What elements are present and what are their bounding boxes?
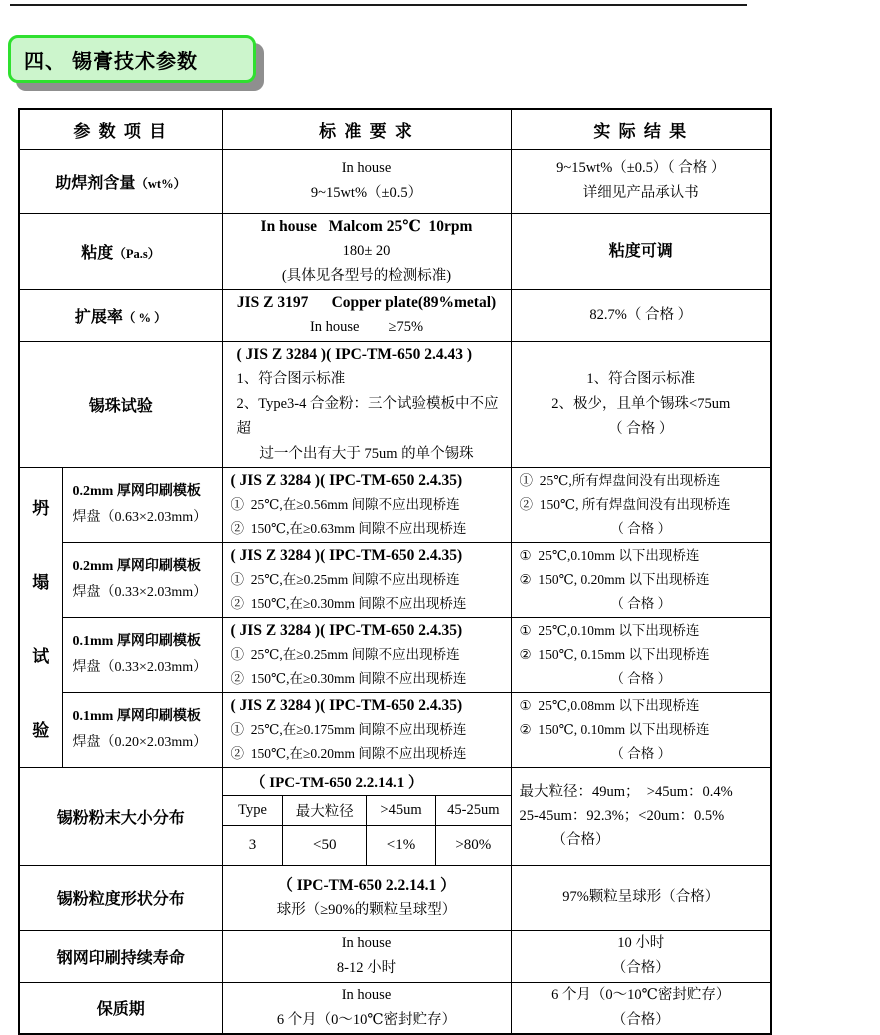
solder-ball-result-line: 2、极少，且单个锡珠<75um: [551, 395, 731, 412]
flux-result-line: 9~15wt%（±0.5）（ 合格 ）: [556, 160, 726, 176]
collapse-1-result-line: ① 25℃,所有焊盘间没有出现桥连: [519, 472, 721, 488]
collapse-char: 塌: [32, 572, 50, 592]
collapse-3-standard-line: ② 150℃,在≥0.30mm 间隙不应出现桥连: [230, 670, 467, 686]
collapse-3-pad: 焊盘（0.33×2.03mm）: [72, 659, 208, 675]
collapse-char: 验: [32, 720, 50, 740]
collapse-3-result-cell: [511, 617, 771, 692]
shelf-life-label: 保质期: [96, 1001, 145, 1019]
flux-standard-cell: [222, 149, 511, 213]
collapse-1-result-cell: [511, 467, 771, 542]
collapse-3-result-line: （ 合格 ）: [610, 670, 672, 686]
spread-label: 扩展率: [74, 308, 123, 326]
powder-size-standard-title: （ IPC-TM-650 2.2.14.1 ）: [223, 768, 511, 796]
collapse-1-standard-cell: [222, 467, 511, 542]
nested-header-maxsize: 最大粒径: [283, 796, 367, 826]
row-solder-ball: [19, 341, 771, 467]
flux-standard-line: In house: [341, 160, 392, 176]
powder-size-result-cell: [511, 767, 771, 865]
powder-size-param-cell: [19, 767, 222, 865]
spread-standard-cell: [222, 289, 511, 341]
spread-result: 82.7%（ 合格 ）: [589, 306, 693, 323]
collapse-2-pad: 焊盘（0.33×2.03mm）: [72, 584, 208, 600]
powder-shape-result: 97%颗粒呈球形（合格）: [562, 889, 720, 905]
stencil-life-standard-line: 8-12 小时: [336, 960, 397, 976]
nested-header-row: [223, 796, 511, 826]
viscosity-standard-line: 180± 20: [342, 242, 391, 259]
col-header-param: 参 数 项 目: [19, 109, 222, 149]
collapse-1-standard-bold: ( JIS Z 3284 )( IPC-TM-650 2.4.35): [230, 471, 463, 489]
collapse-1-pad: 焊盘（0.63×2.03mm）: [72, 509, 208, 525]
collapse-group-cell: [19, 467, 62, 767]
solder-ball-standard-line: 2、Type3-4 合金粉：三个试验模板中不应超: [236, 395, 499, 437]
powder-shape-standard-line: 球形（≥90%的颗粒呈球型）: [276, 901, 457, 918]
stencil-life-standard-line: In house: [341, 935, 392, 951]
solder-ball-standard-line: 1、符合图示标准: [236, 370, 346, 387]
collapse-group-label: [20, 469, 62, 765]
nested-header-45-25: 45-25um: [436, 796, 511, 826]
row-powder-size: [19, 767, 771, 865]
nested-header-gt45: >45um: [366, 796, 435, 826]
solder-ball-standard-line: 过一个出有大于 75um 的单个锡珠: [259, 445, 474, 462]
section-title: 四、 锡膏技术参数: [24, 50, 198, 73]
powder-size-result-line: 25-45um：92.3%；<20um：0.5%: [519, 808, 725, 824]
collapse-3-standard-line: ① 25℃,在≥0.25mm 间隙不应出现桥连: [230, 646, 460, 662]
collapse-4-standard-cell: [222, 692, 511, 767]
solder-ball-result-cell: [511, 341, 771, 467]
spread-standard-line: In house ≥75%: [309, 319, 424, 335]
viscosity-standard-bold: In house Malcom 25℃ 10rpm: [260, 217, 473, 235]
nested-header-type: Type: [223, 796, 283, 826]
solder-ball-standard-cell: [222, 341, 511, 467]
nested-value-row: [223, 826, 511, 865]
row-viscosity: [19, 213, 771, 289]
powder-shape-standard-bold: （ IPC-TM-650 2.2.14.1 ）: [277, 876, 456, 894]
section-title-box: [8, 35, 256, 83]
collapse-4-standard-line: ② 150℃,在≥0.20mm 间隙不应出现桥连: [230, 745, 467, 761]
viscosity-result: 粘度可调: [608, 242, 673, 260]
row-collapse-4: [19, 692, 771, 767]
collapse-2-result-line: ① 25℃,0.10mm 以下出现桥连: [519, 547, 700, 563]
collapse-1-template: 0.2mm 厚网印刷模板: [72, 483, 201, 499]
solder-ball-standard-bold: ( JIS Z 3284 )( IPC-TM-650 2.4.43 ): [236, 345, 472, 363]
spec-table: [18, 108, 772, 1035]
stencil-life-result-line: 10 小时: [617, 935, 665, 951]
shelf-life-result-line: 6 个月（0～10℃密封贮存）: [551, 986, 731, 1003]
solder-ball-param-cell: [19, 341, 222, 467]
powder-size-result-line: （合格）: [551, 832, 610, 848]
solder-ball-label: 锡珠试验: [88, 397, 153, 415]
stencil-life-result-cell: [511, 930, 771, 982]
collapse-2-standard-cell: [222, 542, 511, 617]
spread-standard-bold: JIS Z 3197 Copper plate(89%metal): [236, 294, 497, 311]
collapse-3-standard-cell: [222, 617, 511, 692]
row-flux: [19, 149, 771, 213]
stencil-life-param-cell: [19, 930, 222, 982]
collapse-4-result-line: ① 25℃,0.08mm 以下出现桥连: [519, 697, 700, 713]
row-stencil-life: [19, 930, 771, 982]
powder-size-standard-cell: [222, 767, 511, 865]
col-header-result: 实 际 结 果: [511, 109, 771, 149]
flux-param-cell: [19, 149, 222, 213]
collapse-2-standard-bold: ( JIS Z 3284 )( IPC-TM-650 2.4.35): [230, 546, 463, 564]
page-top-rule: [10, 4, 747, 6]
powder-shape-result-cell: [511, 865, 771, 930]
powder-size-result-line: 最大粒径：49um； >45um：0.4%: [519, 784, 733, 800]
spread-unit: （ % ）: [122, 310, 167, 325]
powder-shape-param-cell: [19, 865, 222, 930]
solder-ball-result-line: （ 合格 ）: [608, 420, 674, 437]
collapse-3-template-cell: [62, 617, 222, 692]
stencil-life-standard-cell: [222, 930, 511, 982]
flux-label: 助焊剂含量: [55, 174, 136, 192]
shelf-life-standard-line: 6 个月（0～10℃密封贮存）: [276, 1011, 457, 1028]
header-row: [19, 109, 771, 149]
shelf-life-standard-line: In house: [341, 986, 392, 1003]
collapse-1-standard-line: ① 25℃,在≥0.56mm 间隙不应出现桥连: [230, 496, 460, 512]
powder-shape-standard-cell: [222, 865, 511, 930]
powder-size-label: 锡粉粉末大小分布: [56, 809, 185, 827]
collapse-2-standard-line: ① 25℃,在≥0.25mm 间隙不应出现桥连: [230, 571, 460, 587]
collapse-char: 试: [32, 646, 50, 666]
collapse-3-result-line: ① 25℃,0.10mm 以下出现桥连: [519, 622, 700, 638]
row-shelf-life: [19, 982, 771, 1034]
collapse-4-pad: 焊盘（0.20×2.03mm）: [72, 734, 208, 750]
shelf-life-result-line: （合格）: [611, 1011, 670, 1028]
collapse-3-result-line: ② 150℃, 0.15mm 以下出现桥连: [519, 646, 710, 662]
solder-ball-result-line: 1、符合图示标准: [586, 370, 696, 387]
collapse-1-standard-line: ② 150℃,在≥0.63mm 间隙不应出现桥连: [230, 520, 467, 536]
nested-value-type: 3: [223, 826, 283, 865]
collapse-2-result-line: ② 150℃, 0.20mm 以下出现桥连: [519, 571, 710, 587]
collapse-2-result-cell: [511, 542, 771, 617]
row-collapse-3: [19, 617, 771, 692]
viscosity-standard-line: (具体见各型号的检测标准): [281, 267, 452, 284]
collapse-4-template-cell: [62, 692, 222, 767]
collapse-4-result-cell: [511, 692, 771, 767]
nested-title-row: [223, 768, 511, 796]
collapse-4-standard-bold: ( JIS Z 3284 )( IPC-TM-650 2.4.35): [230, 696, 463, 714]
collapse-3-template: 0.1mm 厚网印刷模板: [72, 633, 201, 649]
collapse-3-standard-bold: ( JIS Z 3284 )( IPC-TM-650 2.4.35): [230, 621, 463, 639]
flux-result-line: 详细见产品承认书: [582, 185, 699, 201]
viscosity-standard-cell: [222, 213, 511, 289]
flux-result-cell: [511, 149, 771, 213]
row-collapse-2: [19, 542, 771, 617]
row-collapse-1: [19, 467, 771, 542]
collapse-2-template-cell: [62, 542, 222, 617]
spread-param-cell: [19, 289, 222, 341]
viscosity-param-cell: [19, 213, 222, 289]
collapse-char: 坍: [32, 498, 50, 518]
collapse-4-template: 0.1mm 厚网印刷模板: [72, 708, 201, 724]
nested-value-maxsize: <50: [283, 826, 367, 865]
collapse-1-template-cell: [62, 467, 222, 542]
flux-standard-line: 9~15wt%（±0.5）: [310, 185, 423, 201]
collapse-2-standard-line: ② 150℃,在≥0.30mm 间隙不应出现桥连: [230, 595, 467, 611]
nested-value-45-25: >80%: [436, 826, 511, 865]
collapse-4-standard-line: ① 25℃,在≥0.175mm 间隙不应出现桥连: [230, 721, 467, 737]
collapse-1-result-line: ② 150℃, 所有焊盘间没有出现桥连: [519, 496, 731, 512]
spread-result-cell: [511, 289, 771, 341]
collapse-1-result-line: （ 合格 ）: [610, 520, 672, 536]
viscosity-unit: （Pa.s）: [113, 246, 161, 261]
powder-shape-label: 锡粉粒度形状分布: [56, 891, 185, 908]
collapse-4-result-line: （ 合格 ）: [610, 745, 672, 761]
stencil-life-result-line: （合格）: [611, 960, 670, 976]
shelf-life-param-cell: [19, 982, 222, 1034]
shelf-life-standard-cell: [222, 982, 511, 1034]
row-spread: [19, 289, 771, 341]
nested-value-gt45: <1%: [366, 826, 435, 865]
row-powder-shape: [19, 865, 771, 930]
collapse-2-template: 0.2mm 厚网印刷模板: [72, 558, 201, 574]
shelf-life-result-cell: [511, 982, 771, 1034]
col-header-standard: 标 准 要 求: [222, 109, 511, 149]
flux-unit: （wt%）: [135, 176, 187, 191]
powder-size-nested-table: [223, 768, 511, 865]
collapse-4-result-line: ② 150℃, 0.10mm 以下出现桥连: [519, 721, 710, 737]
collapse-2-result-line: （ 合格 ）: [610, 595, 672, 611]
viscosity-label: 粘度: [81, 244, 114, 262]
viscosity-result-cell: [511, 213, 771, 289]
stencil-life-label: 钢网印刷持续寿命: [56, 949, 185, 967]
